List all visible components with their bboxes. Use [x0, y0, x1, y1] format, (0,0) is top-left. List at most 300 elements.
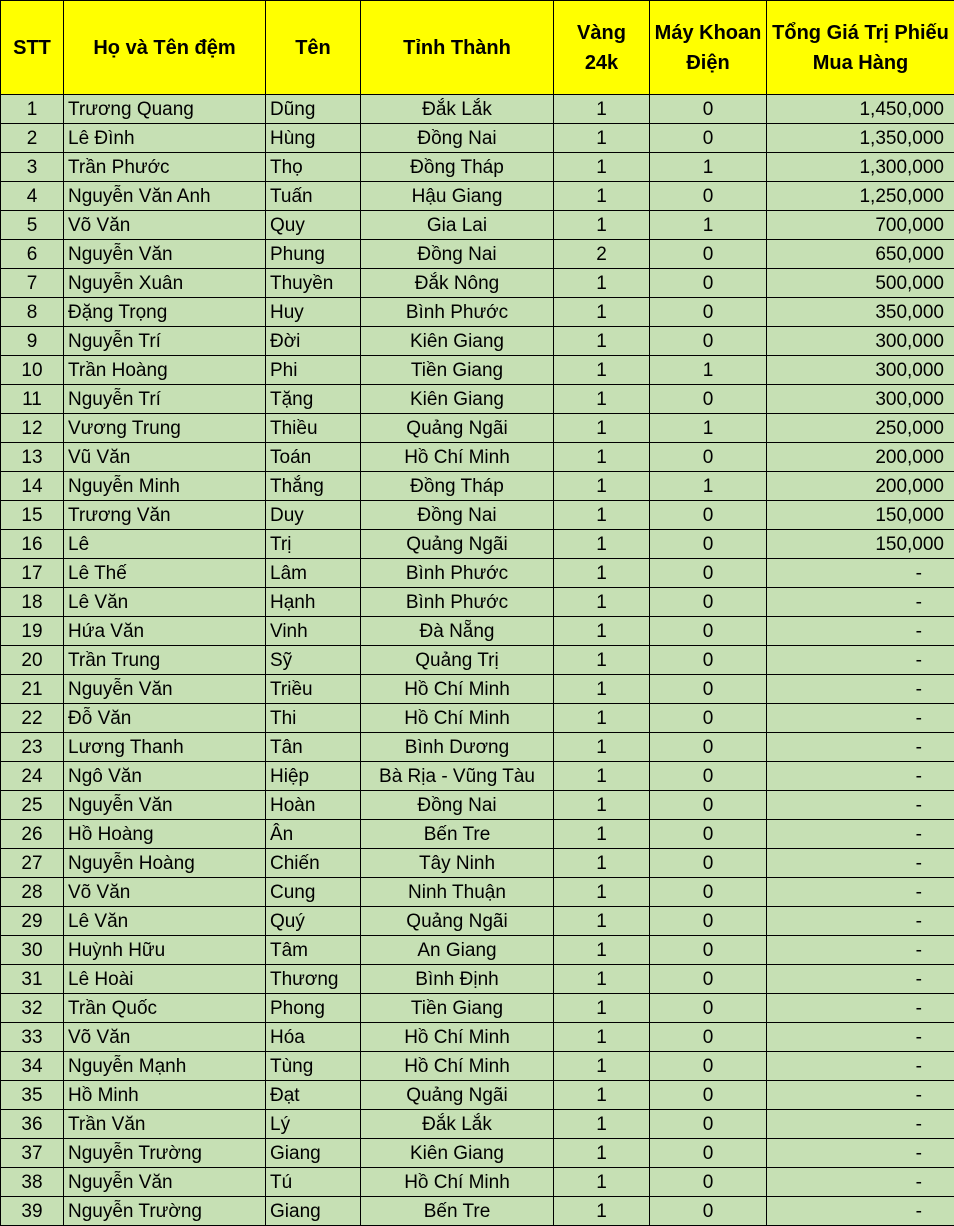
cell-ten[interactable]: Hóa	[266, 1023, 361, 1052]
cell-ten[interactable]: Hoàn	[266, 791, 361, 820]
cell-vang[interactable]: 1	[554, 1023, 650, 1052]
cell-may-khoan[interactable]: 0	[650, 704, 767, 733]
cell-stt[interactable]: 7	[1, 269, 64, 298]
table-row	[1, 1197, 954, 1226]
cell-tong-gia-tri[interactable]: 250,000	[767, 414, 954, 443]
cell-may-khoan[interactable]: 0	[650, 124, 767, 153]
cell-tong-gia-tri[interactable]: -	[767, 1052, 954, 1081]
cell-tong-gia-tri[interactable]: 300,000	[767, 356, 954, 385]
cell-tong-gia-tri[interactable]: -	[767, 704, 954, 733]
cell-ho-ten-dem[interactable]: Nguyễn Trường	[64, 1197, 266, 1226]
cell-tinh-thanh[interactable]: Đồng Tháp	[361, 153, 554, 182]
cell-may-khoan[interactable]: 0	[650, 1081, 767, 1110]
cell-ho-ten-dem[interactable]: Trương Văn	[64, 501, 266, 530]
cell-may-khoan[interactable]: 0	[650, 559, 767, 588]
cell-tinh-thanh[interactable]: Hồ Chí Minh	[361, 1168, 554, 1197]
cell-ho-ten-dem[interactable]: Nguyễn Văn Anh	[64, 182, 266, 211]
cell-tong-gia-tri[interactable]: -	[767, 1197, 954, 1226]
cell-ho-ten-dem[interactable]: Trương Quang	[64, 95, 266, 124]
cell-may-khoan[interactable]: 0	[650, 443, 767, 472]
cell-tinh-thanh[interactable]: Quảng Ngãi	[361, 1081, 554, 1110]
cell-ten[interactable]: Sỹ	[266, 646, 361, 675]
cell-ho-ten-dem[interactable]: Lương Thanh	[64, 733, 266, 762]
cell-ten[interactable]: Tuấn	[266, 182, 361, 211]
cell-tinh-thanh[interactable]: An Giang	[361, 936, 554, 965]
cell-tong-gia-tri[interactable]: -	[767, 820, 954, 849]
cell-ho-ten-dem[interactable]: Hồ Hoàng	[64, 820, 266, 849]
cell-ho-ten-dem[interactable]: Nguyễn Văn	[64, 675, 266, 704]
cell-vang[interactable]: 1	[554, 95, 650, 124]
table-row	[1, 762, 954, 791]
cell-ho-ten-dem[interactable]: Nguyễn Trường	[64, 1139, 266, 1168]
cell-ho-ten-dem[interactable]: Đỗ Văn	[64, 704, 266, 733]
table-row	[1, 588, 954, 617]
cell-may-khoan[interactable]: 1	[650, 472, 767, 501]
table-row	[1, 385, 954, 414]
cell-tinh-thanh[interactable]: Đắk Lắk	[361, 1110, 554, 1139]
cell-stt[interactable]: 20	[1, 646, 64, 675]
cell-vang[interactable]: 1	[554, 1052, 650, 1081]
cell-tinh-thanh[interactable]: Kiên Giang	[361, 385, 554, 414]
cell-ten[interactable]: Tân	[266, 733, 361, 762]
cell-ten[interactable]: Tâm	[266, 936, 361, 965]
cell-tinh-thanh[interactable]: Đồng Tháp	[361, 472, 554, 501]
cell-stt[interactable]: 29	[1, 907, 64, 936]
cell-tinh-thanh[interactable]: Đồng Nai	[361, 240, 554, 269]
header-may-khoan[interactable]: Máy Khoan Điện	[650, 1, 767, 95]
cell-ho-ten-dem[interactable]: Võ Văn	[64, 878, 266, 907]
table-row	[1, 1110, 954, 1139]
cell-tong-gia-tri[interactable]: 700,000	[767, 211, 954, 240]
table-row	[1, 182, 954, 211]
cell-ten[interactable]: Huy	[266, 298, 361, 327]
cell-vang[interactable]: 1	[554, 675, 650, 704]
cell-may-khoan[interactable]: 0	[650, 588, 767, 617]
cell-vang[interactable]: 1	[554, 936, 650, 965]
cell-ho-ten-dem[interactable]: Nguyễn Mạnh	[64, 1052, 266, 1081]
cell-stt[interactable]: 31	[1, 965, 64, 994]
cell-ho-ten-dem[interactable]: Lê Thế	[64, 559, 266, 588]
cell-ho-ten-dem[interactable]: Lê Văn	[64, 588, 266, 617]
cell-stt[interactable]: 14	[1, 472, 64, 501]
cell-tong-gia-tri[interactable]: -	[767, 733, 954, 762]
cell-vang[interactable]: 1	[554, 1081, 650, 1110]
cell-may-khoan[interactable]: 0	[650, 269, 767, 298]
cell-tinh-thanh[interactable]: Bình Phước	[361, 559, 554, 588]
cell-tinh-thanh[interactable]: Bình Định	[361, 965, 554, 994]
cell-vang[interactable]: 1	[554, 704, 650, 733]
cell-ho-ten-dem[interactable]: Lê Đình	[64, 124, 266, 153]
cell-stt[interactable]: 12	[1, 414, 64, 443]
cell-may-khoan[interactable]: 0	[650, 791, 767, 820]
cell-tong-gia-tri[interactable]: -	[767, 849, 954, 878]
cell-ho-ten-dem[interactable]: Đặng Trọng	[64, 298, 266, 327]
cell-may-khoan[interactable]: 0	[650, 994, 767, 1023]
cell-tong-gia-tri[interactable]: -	[767, 617, 954, 646]
cell-stt[interactable]: 8	[1, 298, 64, 327]
cell-stt[interactable]: 2	[1, 124, 64, 153]
cell-ten[interactable]: Hạnh	[266, 588, 361, 617]
cell-vang[interactable]: 1	[554, 1110, 650, 1139]
cell-ten[interactable]: Vinh	[266, 617, 361, 646]
cell-vang[interactable]: 1	[554, 472, 650, 501]
cell-ten[interactable]: Phung	[266, 240, 361, 269]
table-row	[1, 240, 954, 269]
cell-tong-gia-tri[interactable]: 1,300,000	[767, 153, 954, 182]
cell-tinh-thanh[interactable]: Tây Ninh	[361, 849, 554, 878]
cell-tong-gia-tri[interactable]: -	[767, 1168, 954, 1197]
cell-tong-gia-tri[interactable]: -	[767, 1023, 954, 1052]
cell-may-khoan[interactable]: 0	[650, 1197, 767, 1226]
cell-vang[interactable]: 1	[554, 298, 650, 327]
cell-stt[interactable]: 25	[1, 791, 64, 820]
cell-vang[interactable]: 1	[554, 153, 650, 182]
cell-ho-ten-dem[interactable]: Trần Quốc	[64, 994, 266, 1023]
cell-stt[interactable]: 28	[1, 878, 64, 907]
cell-stt[interactable]: 6	[1, 240, 64, 269]
table-row	[1, 95, 954, 124]
cell-tong-gia-tri[interactable]: -	[767, 791, 954, 820]
cell-tong-gia-tri[interactable]: -	[767, 762, 954, 791]
cell-may-khoan[interactable]: 1	[650, 414, 767, 443]
cell-may-khoan[interactable]: 0	[650, 849, 767, 878]
cell-stt[interactable]: 18	[1, 588, 64, 617]
cell-may-khoan[interactable]: 0	[650, 298, 767, 327]
table-row	[1, 472, 954, 501]
cell-tinh-thanh[interactable]: Bình Dương	[361, 733, 554, 762]
cell-may-khoan[interactable]: 0	[650, 530, 767, 559]
cell-stt[interactable]: 37	[1, 1139, 64, 1168]
cell-may-khoan[interactable]: 0	[650, 501, 767, 530]
cell-may-khoan[interactable]: 0	[650, 907, 767, 936]
cell-may-khoan[interactable]: 0	[650, 182, 767, 211]
table-row	[1, 994, 954, 1023]
cell-ten[interactable]: Chiến	[266, 849, 361, 878]
cell-vang[interactable]: 1	[554, 791, 650, 820]
cell-tong-gia-tri[interactable]: -	[767, 1081, 954, 1110]
cell-vang[interactable]: 1	[554, 124, 650, 153]
table-row	[1, 646, 954, 675]
cell-ten[interactable]: Thuyền	[266, 269, 361, 298]
table-row	[1, 1081, 954, 1110]
cell-ten[interactable]: Thọ	[266, 153, 361, 182]
cell-may-khoan[interactable]: 0	[650, 820, 767, 849]
cell-tong-gia-tri[interactable]: 650,000	[767, 240, 954, 269]
cell-stt[interactable]: 16	[1, 530, 64, 559]
cell-ho-ten-dem[interactable]: Nguyễn Văn	[64, 240, 266, 269]
cell-vang[interactable]: 1	[554, 182, 650, 211]
cell-stt[interactable]: 19	[1, 617, 64, 646]
cell-tinh-thanh[interactable]: Bà Rịa - Vũng Tàu	[361, 762, 554, 791]
cell-ho-ten-dem[interactable]: Huỳnh Hữu	[64, 936, 266, 965]
cell-ho-ten-dem[interactable]: Hứa Văn	[64, 617, 266, 646]
cell-vang[interactable]: 1	[554, 356, 650, 385]
cell-ten[interactable]: Quy	[266, 211, 361, 240]
cell-ho-ten-dem[interactable]: Lê Hoài	[64, 965, 266, 994]
cell-vang[interactable]: 1	[554, 849, 650, 878]
cell-may-khoan[interactable]: 0	[650, 965, 767, 994]
cell-tinh-thanh[interactable]: Bến Tre	[361, 1197, 554, 1226]
table-row	[1, 1139, 954, 1168]
cell-stt[interactable]: 11	[1, 385, 64, 414]
cell-stt[interactable]: 22	[1, 704, 64, 733]
cell-ten[interactable]: Hiệp	[266, 762, 361, 791]
cell-tinh-thanh[interactable]: Đắk Nông	[361, 269, 554, 298]
cell-ten[interactable]: Trị	[266, 530, 361, 559]
cell-ten[interactable]: Dũng	[266, 95, 361, 124]
cell-stt[interactable]: 13	[1, 443, 64, 472]
cell-tong-gia-tri[interactable]: -	[767, 1139, 954, 1168]
cell-ten[interactable]: Quý	[266, 907, 361, 936]
cell-may-khoan[interactable]: 0	[650, 1110, 767, 1139]
cell-ten[interactable]: Duy	[266, 501, 361, 530]
header-ten[interactable]: Tên	[266, 1, 361, 95]
cell-vang[interactable]: 1	[554, 501, 650, 530]
cell-stt[interactable]: 27	[1, 849, 64, 878]
cell-ho-ten-dem[interactable]: Nguyễn Văn	[64, 1168, 266, 1197]
cell-stt[interactable]: 39	[1, 1197, 64, 1226]
cell-may-khoan[interactable]: 0	[650, 1168, 767, 1197]
cell-stt[interactable]: 26	[1, 820, 64, 849]
cell-ten[interactable]: Phong	[266, 994, 361, 1023]
table-row	[1, 675, 954, 704]
cell-vang[interactable]: 1	[554, 559, 650, 588]
cell-tinh-thanh[interactable]: Quảng Ngãi	[361, 414, 554, 443]
cell-tinh-thanh[interactable]: Hồ Chí Minh	[361, 443, 554, 472]
cell-tong-gia-tri[interactable]: 1,450,000	[767, 95, 954, 124]
cell-ten[interactable]: Phi	[266, 356, 361, 385]
cell-ho-ten-dem[interactable]: Vũ Văn	[64, 443, 266, 472]
cell-may-khoan[interactable]: 0	[650, 385, 767, 414]
cell-vang[interactable]: 1	[554, 414, 650, 443]
cell-stt[interactable]: 3	[1, 153, 64, 182]
cell-vang[interactable]: 1	[554, 443, 650, 472]
cell-stt[interactable]: 4	[1, 182, 64, 211]
cell-may-khoan[interactable]: 0	[650, 327, 767, 356]
cell-vang[interactable]: 1	[554, 994, 650, 1023]
cell-vang[interactable]: 1	[554, 530, 650, 559]
cell-may-khoan[interactable]: 0	[650, 617, 767, 646]
cell-may-khoan[interactable]: 0	[650, 1023, 767, 1052]
cell-tong-gia-tri[interactable]: -	[767, 878, 954, 907]
header-stt[interactable]: STT	[1, 1, 64, 95]
cell-tong-gia-tri[interactable]: -	[767, 907, 954, 936]
cell-tong-gia-tri[interactable]: 350,000	[767, 298, 954, 327]
cell-ten[interactable]: Cung	[266, 878, 361, 907]
cell-tinh-thanh[interactable]: Bình Phước	[361, 588, 554, 617]
cell-tinh-thanh[interactable]: Đà Nẵng	[361, 617, 554, 646]
cell-stt[interactable]: 24	[1, 762, 64, 791]
table-row	[1, 530, 954, 559]
cell-ten[interactable]: Tặng	[266, 385, 361, 414]
cell-tong-gia-tri[interactable]: 150,000	[767, 530, 954, 559]
cell-may-khoan[interactable]: 0	[650, 1139, 767, 1168]
cell-may-khoan[interactable]: 0	[650, 936, 767, 965]
cell-ten[interactable]: Thương	[266, 965, 361, 994]
cell-stt[interactable]: 9	[1, 327, 64, 356]
cell-vang[interactable]: 1	[554, 878, 650, 907]
cell-may-khoan[interactable]: 0	[650, 95, 767, 124]
cell-ho-ten-dem[interactable]: Nguyễn Xuân	[64, 269, 266, 298]
cell-stt[interactable]: 23	[1, 733, 64, 762]
cell-ten[interactable]: Toán	[266, 443, 361, 472]
cell-vang[interactable]: 1	[554, 907, 650, 936]
cell-vang[interactable]: 1	[554, 327, 650, 356]
cell-stt[interactable]: 33	[1, 1023, 64, 1052]
cell-ten[interactable]: Thắng	[266, 472, 361, 501]
cell-tinh-thanh[interactable]: Bình Phước	[361, 298, 554, 327]
cell-ho-ten-dem[interactable]: Nguyễn Văn	[64, 791, 266, 820]
cell-tong-gia-tri[interactable]: -	[767, 965, 954, 994]
cell-vang[interactable]: 1	[554, 820, 650, 849]
cell-ten[interactable]: Tú	[266, 1168, 361, 1197]
cell-ho-ten-dem[interactable]: Hồ Minh	[64, 1081, 266, 1110]
cell-tong-gia-tri[interactable]: 500,000	[767, 269, 954, 298]
cell-tinh-thanh[interactable]: Hồ Chí Minh	[361, 1052, 554, 1081]
header-tinh-thanh[interactable]: Tỉnh Thành	[361, 1, 554, 95]
cell-stt[interactable]: 35	[1, 1081, 64, 1110]
cell-stt[interactable]: 15	[1, 501, 64, 530]
cell-vang[interactable]: 1	[554, 211, 650, 240]
cell-may-khoan[interactable]: 0	[650, 878, 767, 907]
cell-tinh-thanh[interactable]: Hồ Chí Minh	[361, 1023, 554, 1052]
cell-tinh-thanh[interactable]: Quảng Trị	[361, 646, 554, 675]
cell-ten[interactable]: Triều	[266, 675, 361, 704]
cell-stt[interactable]: 17	[1, 559, 64, 588]
header-ho-ten-dem[interactable]: Họ và Tên đệm	[64, 1, 266, 95]
cell-may-khoan[interactable]: 0	[650, 240, 767, 269]
cell-ho-ten-dem[interactable]: Võ Văn	[64, 211, 266, 240]
cell-ten[interactable]: Tùng	[266, 1052, 361, 1081]
cell-tinh-thanh[interactable]: Tiền Giang	[361, 356, 554, 385]
cell-tinh-thanh[interactable]: Đồng Nai	[361, 791, 554, 820]
cell-tong-gia-tri[interactable]: 300,000	[767, 385, 954, 414]
header-vang[interactable]: Vàng 24k	[554, 1, 650, 95]
table-row	[1, 878, 954, 907]
cell-may-khoan[interactable]: 1	[650, 153, 767, 182]
cell-vang[interactable]: 1	[554, 385, 650, 414]
cell-stt[interactable]: 1	[1, 95, 64, 124]
cell-tong-gia-tri[interactable]: -	[767, 994, 954, 1023]
cell-ho-ten-dem[interactable]: Vương Trung	[64, 414, 266, 443]
cell-ho-ten-dem[interactable]: Nguyễn Trí	[64, 385, 266, 414]
cell-ho-ten-dem[interactable]: Trần Hoàng	[64, 356, 266, 385]
cell-tinh-thanh[interactable]: Gia Lai	[361, 211, 554, 240]
cell-tinh-thanh[interactable]: Bến Tre	[361, 820, 554, 849]
cell-tinh-thanh[interactable]: Quảng Ngãi	[361, 907, 554, 936]
cell-may-khoan[interactable]: 0	[650, 675, 767, 704]
cell-tinh-thanh[interactable]: Hậu Giang	[361, 182, 554, 211]
cell-may-khoan[interactable]: 0	[650, 733, 767, 762]
cell-ho-ten-dem[interactable]: Ngô Văn	[64, 762, 266, 791]
cell-vang[interactable]: 1	[554, 1168, 650, 1197]
cell-ten[interactable]: Thi	[266, 704, 361, 733]
cell-ho-ten-dem[interactable]: Nguyễn Hoàng	[64, 849, 266, 878]
cell-tinh-thanh[interactable]: Ninh Thuận	[361, 878, 554, 907]
table-header	[1, 1, 954, 95]
cell-tong-gia-tri[interactable]: -	[767, 588, 954, 617]
cell-tinh-thanh[interactable]: Đắk Lắk	[361, 95, 554, 124]
cell-tinh-thanh[interactable]: Kiên Giang	[361, 1139, 554, 1168]
cell-ho-ten-dem[interactable]: Lê Văn	[64, 907, 266, 936]
table-row	[1, 1168, 954, 1197]
cell-tinh-thanh[interactable]: Tiền Giang	[361, 994, 554, 1023]
cell-vang[interactable]: 1	[554, 588, 650, 617]
cell-tong-gia-tri[interactable]: 150,000	[767, 501, 954, 530]
cell-tinh-thanh[interactable]: Đồng Nai	[361, 124, 554, 153]
cell-tong-gia-tri[interactable]: 300,000	[767, 327, 954, 356]
cell-ho-ten-dem[interactable]: Nguyễn Minh	[64, 472, 266, 501]
cell-ten[interactable]: Giang	[266, 1197, 361, 1226]
cell-vang[interactable]: 1	[554, 1197, 650, 1226]
cell-tong-gia-tri[interactable]: -	[767, 1110, 954, 1139]
cell-stt[interactable]: 30	[1, 936, 64, 965]
cell-vang[interactable]: 1	[554, 965, 650, 994]
cell-ten[interactable]: Thiều	[266, 414, 361, 443]
cell-ho-ten-dem[interactable]: Lê	[64, 530, 266, 559]
cell-ho-ten-dem[interactable]: Nguyễn Trí	[64, 327, 266, 356]
cell-tong-gia-tri[interactable]: -	[767, 646, 954, 675]
cell-tinh-thanh[interactable]: Đồng Nai	[361, 501, 554, 530]
cell-tong-gia-tri[interactable]: -	[767, 936, 954, 965]
table-row	[1, 327, 954, 356]
cell-ten[interactable]: Giang	[266, 1139, 361, 1168]
cell-tong-gia-tri[interactable]: -	[767, 559, 954, 588]
cell-stt[interactable]: 10	[1, 356, 64, 385]
cell-may-khoan[interactable]: 0	[650, 1052, 767, 1081]
cell-ten[interactable]: Đạt	[266, 1081, 361, 1110]
cell-stt[interactable]: 5	[1, 211, 64, 240]
cell-tong-gia-tri[interactable]: -	[767, 675, 954, 704]
cell-stt[interactable]: 36	[1, 1110, 64, 1139]
cell-may-khoan[interactable]: 0	[650, 762, 767, 791]
cell-vang[interactable]: 1	[554, 1139, 650, 1168]
cell-vang[interactable]: 1	[554, 269, 650, 298]
cell-tinh-thanh[interactable]: Kiên Giang	[361, 327, 554, 356]
cell-vang[interactable]: 1	[554, 646, 650, 675]
cell-tinh-thanh[interactable]: Hồ Chí Minh	[361, 704, 554, 733]
cell-ten[interactable]: Ân	[266, 820, 361, 849]
cell-ten[interactable]: Hùng	[266, 124, 361, 153]
header-row	[1, 1, 954, 95]
cell-may-khoan[interactable]: 1	[650, 356, 767, 385]
cell-tinh-thanh[interactable]: Hồ Chí Minh	[361, 675, 554, 704]
cell-ten[interactable]: Lý	[266, 1110, 361, 1139]
cell-ho-ten-dem[interactable]: Trần Phước	[64, 153, 266, 182]
cell-stt[interactable]: 38	[1, 1168, 64, 1197]
header-tong-gia-tri[interactable]: Tổng Giá Trị Phiếu Mua Hàng	[767, 1, 954, 95]
cell-vang[interactable]: 1	[554, 733, 650, 762]
cell-vang[interactable]: 2	[554, 240, 650, 269]
cell-stt[interactable]: 32	[1, 994, 64, 1023]
cell-ten[interactable]: Đời	[266, 327, 361, 356]
cell-tong-gia-tri[interactable]: 1,350,000	[767, 124, 954, 153]
cell-may-khoan[interactable]: 1	[650, 211, 767, 240]
cell-tong-gia-tri[interactable]: 200,000	[767, 443, 954, 472]
cell-stt[interactable]: 34	[1, 1052, 64, 1081]
cell-tong-gia-tri[interactable]: 200,000	[767, 472, 954, 501]
cell-ho-ten-dem[interactable]: Võ Văn	[64, 1023, 266, 1052]
cell-tinh-thanh[interactable]: Quảng Ngãi	[361, 530, 554, 559]
cell-ho-ten-dem[interactable]: Trần Trung	[64, 646, 266, 675]
cell-may-khoan[interactable]: 0	[650, 646, 767, 675]
cell-vang[interactable]: 1	[554, 762, 650, 791]
cell-vang[interactable]: 1	[554, 617, 650, 646]
cell-stt[interactable]: 21	[1, 675, 64, 704]
cell-tong-gia-tri[interactable]: 1,250,000	[767, 182, 954, 211]
cell-ten[interactable]: Lâm	[266, 559, 361, 588]
cell-ho-ten-dem[interactable]: Trần Văn	[64, 1110, 266, 1139]
